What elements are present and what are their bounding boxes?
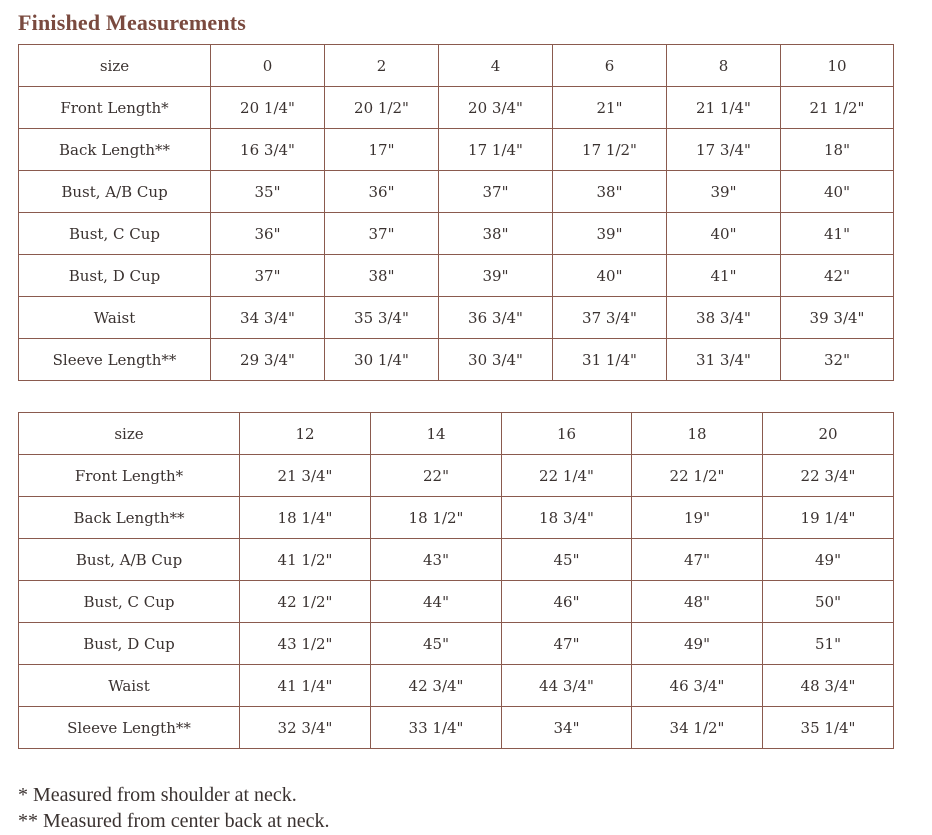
table-row xyxy=(19,339,894,381)
measurement-value: 16 3/4" xyxy=(211,129,325,171)
size-header-cell: 10 xyxy=(781,45,894,87)
measurement-value: 29 3/4" xyxy=(211,339,325,381)
size-header-cell: 6 xyxy=(553,45,667,87)
measurement-value: 38" xyxy=(325,255,439,297)
measurement-value: 21 1/2" xyxy=(781,87,894,129)
measurement-value: 44" xyxy=(371,581,502,623)
table-row xyxy=(19,497,894,539)
measurement-value: 30 1/4" xyxy=(325,339,439,381)
measurement-value: 44 3/4" xyxy=(502,665,632,707)
measurement-label: Sleeve Length** xyxy=(19,707,240,749)
measurement-value: 17 1/4" xyxy=(439,129,553,171)
measurement-value: 42 3/4" xyxy=(371,665,502,707)
measurement-value: 37" xyxy=(211,255,325,297)
measurement-value: 41" xyxy=(667,255,781,297)
size-header-cell: 16 xyxy=(502,413,632,455)
measurement-label: Bust, D Cup xyxy=(19,255,211,297)
measurement-value: 22 1/4" xyxy=(502,455,632,497)
measurement-value: 22 1/2" xyxy=(632,455,763,497)
measurement-value: 39" xyxy=(439,255,553,297)
measurement-value: 36" xyxy=(325,171,439,213)
measurement-value: 40" xyxy=(553,255,667,297)
table-row xyxy=(19,213,894,255)
measurement-value: 32 3/4" xyxy=(240,707,371,749)
measurement-value: 17 1/2" xyxy=(553,129,667,171)
measurement-value: 48 3/4" xyxy=(763,665,894,707)
table-row xyxy=(19,707,894,749)
measurement-value: 41 1/4" xyxy=(240,665,371,707)
measurement-label: Bust, C Cup xyxy=(19,213,211,255)
measurement-value: 45" xyxy=(371,623,502,665)
measurement-value: 19 1/4" xyxy=(763,497,894,539)
measurement-value: 46 3/4" xyxy=(632,665,763,707)
measurement-value: 39" xyxy=(553,213,667,255)
footnote-front-length: * Measured from shoulder at neck. xyxy=(18,784,297,806)
table-row xyxy=(19,581,894,623)
measurement-label: Front Length* xyxy=(19,455,240,497)
measurement-value: 38" xyxy=(553,171,667,213)
size-label-header: size xyxy=(19,413,240,455)
size-header-cell: 14 xyxy=(371,413,502,455)
table-row xyxy=(19,539,894,581)
size-header-cell: 2 xyxy=(325,45,439,87)
size-header-cell: 8 xyxy=(667,45,781,87)
measurement-value: 22 3/4" xyxy=(763,455,894,497)
measurement-value: 49" xyxy=(763,539,894,581)
size-header-cell: 20 xyxy=(763,413,894,455)
measurement-value: 47" xyxy=(632,539,763,581)
measurement-value: 17 3/4" xyxy=(667,129,781,171)
measurement-value: 21 1/4" xyxy=(667,87,781,129)
size-header-cell: 4 xyxy=(439,45,553,87)
measurement-value: 38" xyxy=(439,213,553,255)
table-row xyxy=(19,455,894,497)
measurement-value: 49" xyxy=(632,623,763,665)
measurement-label: Bust, A/B Cup xyxy=(19,171,211,213)
page-title: Finished Measurements xyxy=(18,10,247,35)
measurement-value: 40" xyxy=(781,171,894,213)
measurement-value: 37" xyxy=(439,171,553,213)
measurement-value: 17" xyxy=(325,129,439,171)
measurement-label: Back Length** xyxy=(19,497,240,539)
measurement-value: 43 1/2" xyxy=(240,623,371,665)
footnotes xyxy=(18,782,330,834)
measurement-label: Sleeve Length** xyxy=(19,339,211,381)
measurement-value: 35" xyxy=(211,171,325,213)
measurement-value: 33 1/4" xyxy=(371,707,502,749)
table-row xyxy=(19,255,894,297)
size-header-cell: 12 xyxy=(240,413,371,455)
measurement-label: Front Length* xyxy=(19,87,211,129)
table-row xyxy=(19,171,894,213)
measurement-value: 36" xyxy=(211,213,325,255)
measurement-value: 35 1/4" xyxy=(763,707,894,749)
measurement-label: Back Length** xyxy=(19,129,211,171)
header-row xyxy=(19,413,894,455)
measurement-value: 39 3/4" xyxy=(781,297,894,339)
measurement-value: 37" xyxy=(325,213,439,255)
measurement-value: 47" xyxy=(502,623,632,665)
measurement-value: 19" xyxy=(632,497,763,539)
measurement-value: 22" xyxy=(371,455,502,497)
measurement-value: 21" xyxy=(553,87,667,129)
size-header-cell: 18 xyxy=(632,413,763,455)
measurement-value: 18 3/4" xyxy=(502,497,632,539)
measurement-value: 20 1/4" xyxy=(211,87,325,129)
measurement-value: 31 3/4" xyxy=(667,339,781,381)
measurement-value: 36 3/4" xyxy=(439,297,553,339)
measurement-value: 32" xyxy=(781,339,894,381)
measurement-value: 35 3/4" xyxy=(325,297,439,339)
measurement-value: 45" xyxy=(502,539,632,581)
measurement-value: 34" xyxy=(502,707,632,749)
measurement-value: 18 1/2" xyxy=(371,497,502,539)
measurement-label: Bust, A/B Cup xyxy=(19,539,240,581)
measurement-label: Waist xyxy=(19,297,211,339)
size-header-cell: 0 xyxy=(211,45,325,87)
size-label-header: size xyxy=(19,45,211,87)
measurement-value: 31 1/4" xyxy=(553,339,667,381)
header-row xyxy=(19,45,894,87)
measurement-value: 39" xyxy=(667,171,781,213)
measurement-value: 43" xyxy=(371,539,502,581)
measurement-value: 41 1/2" xyxy=(240,539,371,581)
measurement-value: 38 3/4" xyxy=(667,297,781,339)
measurement-value: 42 1/2" xyxy=(240,581,371,623)
measurement-value: 34 1/2" xyxy=(632,707,763,749)
measurements-table-sizes-0-10 xyxy=(18,44,894,381)
measurement-value: 34 3/4" xyxy=(211,297,325,339)
table-row xyxy=(19,87,894,129)
measurements-table-sizes-12-20 xyxy=(18,412,894,749)
measurement-value: 46" xyxy=(502,581,632,623)
table-row xyxy=(19,129,894,171)
measurement-value: 18" xyxy=(781,129,894,171)
table-row xyxy=(19,623,894,665)
measurement-value: 30 3/4" xyxy=(439,339,553,381)
measurement-value: 50" xyxy=(763,581,894,623)
measurement-label: Waist xyxy=(19,665,240,707)
measurement-value: 21 3/4" xyxy=(240,455,371,497)
footnote-back-length: ** Measured from center back at neck. xyxy=(18,810,330,832)
measurement-value: 18 1/4" xyxy=(240,497,371,539)
measurement-value: 42" xyxy=(781,255,894,297)
measurement-label: Bust, C Cup xyxy=(19,581,240,623)
measurement-value: 40" xyxy=(667,213,781,255)
measurement-label: Bust, D Cup xyxy=(19,623,240,665)
table-row xyxy=(19,665,894,707)
measurement-value: 37 3/4" xyxy=(553,297,667,339)
measurement-value: 48" xyxy=(632,581,763,623)
measurement-value: 20 1/2" xyxy=(325,87,439,129)
measurement-value: 41" xyxy=(781,213,894,255)
measurement-value: 20 3/4" xyxy=(439,87,553,129)
table-row xyxy=(19,297,894,339)
measurement-value: 51" xyxy=(763,623,894,665)
